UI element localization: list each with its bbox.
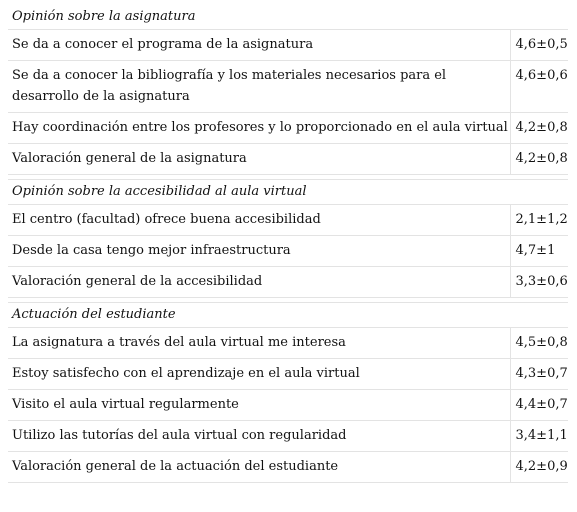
table-row [8,30,568,61]
section-heading-row [8,303,568,328]
row-value: 2,1±1,2 [510,205,568,236]
row-label: Desde la casa tengo mejor infraestructura [8,236,510,267]
row-label: Valoración general de la actuación del estudiante [8,452,510,483]
table-row [8,144,568,175]
table-row [8,328,568,359]
row-value: 3,3±0,6 [510,267,568,298]
row-value: 4,2±0,9 [510,452,568,483]
table-row [8,236,568,267]
table-row [8,359,568,390]
row-value: 4,6±0,5 [510,30,568,61]
row-label: Hay coordinación entre los profesores y lo proporcionado en el aula virtual [8,113,510,144]
row-label: La asignatura a través del aula virtual me interesa [8,328,510,359]
row-value: 4,2±0,8 [510,113,568,144]
table-row [8,421,568,452]
table-row [8,267,568,298]
table-row [8,113,568,144]
row-label: Se da a conocer la bibliografía y los materiales necesarios para el desarrollo de la asignatura [8,61,510,113]
row-label: Se da a conocer el programa de la asignatura [8,30,510,61]
section-heading: Opinión sobre la asignatura [8,6,568,30]
survey-table [8,6,568,483]
row-value: 4,4±0,7 [510,390,568,421]
row-label: Estoy satisfecho con el aprendizaje en el aula virtual [8,359,510,390]
row-value: 4,6±0,6 [510,61,568,113]
row-label: Valoración general de la asignatura [8,144,510,175]
section-heading: Actuación del estudiante [8,303,568,328]
row-value: 4,7±1 [510,236,568,267]
row-label: El centro (facultad) ofrece buena accesibilidad [8,205,510,236]
row-value: 4,3±0,7 [510,359,568,390]
table-row [8,205,568,236]
row-label: Utilizo las tutorías del aula virtual con regularidad [8,421,510,452]
table-row [8,390,568,421]
row-value: 3,4±1,1 [510,421,568,452]
row-value: 4,2±0,8 [510,144,568,175]
row-label: Valoración general de la accesibilidad [8,267,510,298]
section-heading-row [8,180,568,205]
table-row [8,452,568,483]
row-value: 4,5±0,8 [510,328,568,359]
table-row [8,61,568,113]
section-heading-row [8,6,568,30]
section-heading: Opinión sobre la accesibilidad al aula virtual [8,180,568,205]
row-label: Visito el aula virtual regularmente [8,390,510,421]
